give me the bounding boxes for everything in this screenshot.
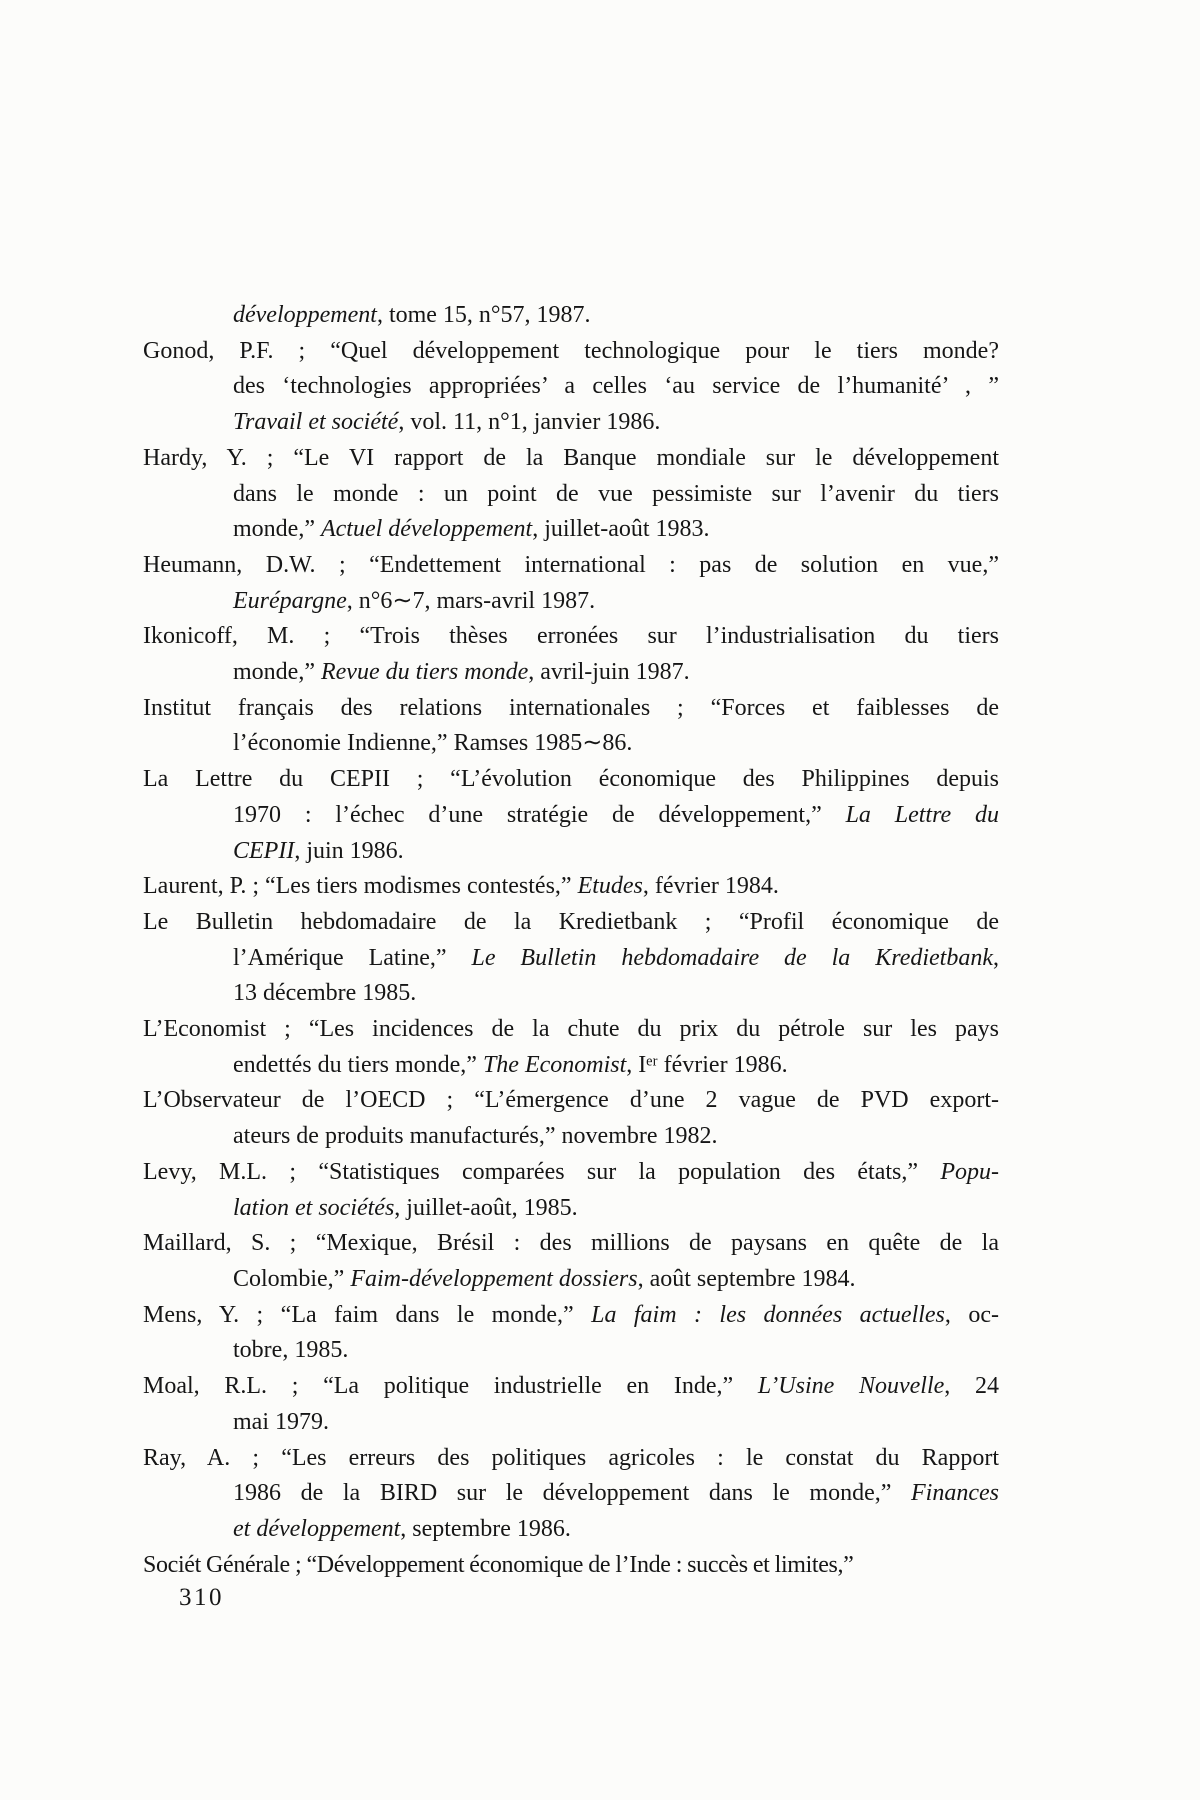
bib-line — [143, 1048, 999, 1084]
bib-line — [143, 1405, 999, 1441]
text-segment: , oc- — [944, 1301, 999, 1328]
text-segment: monde,” — [233, 659, 321, 686]
text-segment: , juin 1986. — [294, 837, 404, 864]
text-segment: Levy, M.L. ; “Statistiques comparées sur la population des états,” — [143, 1158, 941, 1185]
text-segment: , avril-juin 1987. — [528, 659, 690, 686]
bib-line — [143, 548, 999, 584]
bib-line — [143, 869, 999, 905]
text-segment: monde,” — [233, 516, 321, 543]
italic-text-segment: Le Bulletin hebdomadaire de la Kredietbank — [471, 944, 993, 971]
bib-line — [143, 1476, 999, 1512]
text-segment: , juillet-août 1983. — [532, 516, 710, 543]
text-segment: L’Observateur de l’OECD ; “L’émergence d’une 2 vague de PVD export- — [143, 1087, 999, 1114]
text-segment: 1986 de la BIRD sur le développement dans le monde,” — [233, 1480, 912, 1507]
italic-text-segment: Eurépargne — [233, 587, 347, 614]
bib-line — [143, 726, 999, 762]
bib-line — [143, 941, 999, 977]
bib-line — [143, 1512, 999, 1548]
text-segment: , — [993, 944, 999, 971]
text-segment: Heumann, D.W. ; “Endettement international : pas de solution en vue,” — [143, 551, 999, 578]
text-segment: dans le monde : un point de vue pessimiste sur l’avenir du tiers — [233, 480, 999, 507]
text-segment: endettés du tiers monde,” — [233, 1051, 483, 1078]
bib-line — [143, 1441, 999, 1477]
bib-line — [143, 1083, 999, 1119]
bib-line — [143, 512, 999, 548]
text-segment: Le Bulletin hebdomadaire de la Kredietbank ; “Profil économique de — [143, 908, 999, 935]
text-segment: , n°6∼7, mars-avril 1987. — [346, 587, 596, 614]
text-segment: , septembre 1986. — [400, 1515, 571, 1542]
italic-text-segment: CEPII — [233, 837, 295, 864]
text-segment: 1970 : l’échec d’une stratégie de développement,” — [233, 801, 846, 828]
text-segment: Mens, Y. ; “La faim dans le monde,” — [143, 1301, 592, 1328]
text-segment: La Lettre du CEPII ; “L’évolution économique des Philippines depuis — [143, 766, 999, 793]
text-segment: Colombie,” — [233, 1265, 351, 1292]
bibliography — [143, 298, 999, 1583]
text-segment: ateurs de produits manufacturés,” novembre 1982. — [233, 1123, 718, 1150]
bib-line — [143, 1369, 999, 1405]
text-segment: l’Amérique Latine,” — [233, 944, 472, 971]
text-segment: tobre, 1985. — [233, 1337, 349, 1364]
bib-line — [143, 1333, 999, 1369]
text-segment: des ‘technologies appropriées’ a celles ‘au service de l’humanité’ , ” — [233, 373, 999, 400]
text-segment: Moal, R.L. ; “La politique industrielle en Inde,” — [143, 1373, 758, 1400]
bib-line — [143, 1119, 999, 1155]
italic-text-segment: et développement — [233, 1515, 401, 1542]
bib-line — [143, 1262, 999, 1298]
italic-text-segment: La faim : les données actuelles — [591, 1301, 945, 1328]
text-segment: , juillet-août, 1985. — [394, 1194, 578, 1221]
text-segment: Gonod, P.F. ; “Quel développement technologique pour le tiers monde? — [143, 337, 999, 364]
italic-text-segment: L’Usine Nouvelle — [757, 1373, 945, 1400]
bib-line — [143, 1191, 999, 1227]
bib-line — [143, 1226, 999, 1262]
text-segment: Institut français des relations internationales ; “Forces et faiblesses de — [143, 694, 999, 721]
bib-line — [143, 1012, 999, 1048]
italic-text-segment: Actuel développement — [320, 516, 533, 543]
bib-line — [143, 584, 999, 620]
page-number: 310 — [179, 1584, 224, 1611]
italic-text-segment: Finances — [911, 1480, 999, 1507]
text-segment: , Iᵉʳ février 1986. — [626, 1051, 788, 1078]
text-segment: Sociét Générale ; “Développement économique de l’Inde : succès et limites,” — [143, 1551, 854, 1578]
italic-text-segment: Popu- — [940, 1158, 999, 1185]
text-segment: Maillard, S. ; “Mexique, Brésil : des millions de paysans en quête de la — [143, 1230, 999, 1257]
italic-text-segment: lation et sociétés — [233, 1194, 395, 1221]
bib-line — [143, 691, 999, 727]
bib-line — [143, 976, 999, 1012]
bib-line — [143, 762, 999, 798]
bib-line — [143, 1548, 999, 1584]
text-segment: 13 décembre 1985. — [233, 980, 417, 1007]
italic-text-segment: Faim-développement dossiers — [350, 1265, 638, 1292]
bib-line — [143, 798, 999, 834]
italic-text-segment: Revue du tiers monde — [320, 659, 529, 686]
bib-line — [143, 477, 999, 513]
italic-text-segment: La Lettre du — [845, 801, 999, 828]
text-segment: mai 1979. — [233, 1408, 329, 1435]
text-segment: Hardy, Y. ; “Le VI rapport de la Banque mondiale sur le développement — [143, 444, 999, 471]
text-segment: , tome 15, n°57, 1987. — [376, 302, 591, 328]
text-segment: , 24 — [944, 1373, 999, 1400]
bib-line — [143, 298, 999, 334]
bib-line — [143, 441, 999, 477]
bib-line — [143, 334, 999, 370]
text-segment: L’Economist ; “Les incidences de la chute du prix du pétrole sur les pays — [143, 1016, 999, 1043]
text-segment: Ray, A. ; “Les erreurs des politiques agricoles : le constat du Rapport — [143, 1444, 999, 1471]
text-segment: Laurent, P. ; “Les tiers modismes contestés,” — [143, 873, 578, 900]
bib-line — [143, 905, 999, 941]
bib-line — [143, 369, 999, 405]
text-segment: Ikonicoff, M. ; “Trois thèses erronées sur l’industrialisation du tiers — [143, 623, 999, 650]
text-segment: , vol. 11, n°1, janvier 1986. — [398, 409, 661, 436]
bib-line — [143, 1155, 999, 1191]
text-segment: , février 1984. — [642, 873, 779, 900]
italic-text-segment: Etudes — [577, 873, 643, 900]
italic-text-segment: Travail et société — [233, 409, 399, 436]
bib-line — [143, 1298, 999, 1334]
text-segment: l’économie Indienne,” Ramses 1985∼86. — [233, 730, 633, 757]
bib-line — [143, 655, 999, 691]
bib-line — [143, 405, 999, 441]
italic-text-segment: développement — [233, 302, 377, 328]
bib-line — [143, 834, 999, 870]
bib-line — [143, 619, 999, 655]
text-segment: , août septembre 1984. — [637, 1265, 856, 1292]
italic-text-segment: The Economist — [482, 1051, 627, 1078]
